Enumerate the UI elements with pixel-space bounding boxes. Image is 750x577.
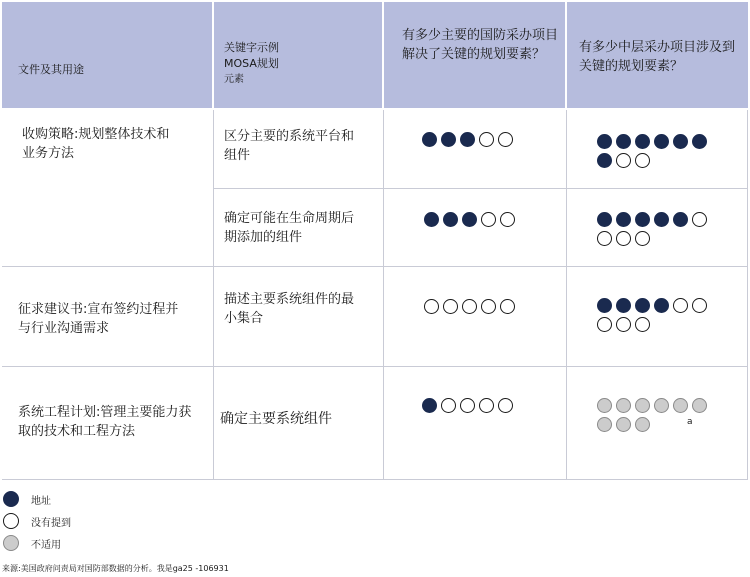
grey-circle-icon (616, 398, 631, 413)
filled-circle-icon (424, 212, 439, 227)
row3-element: 描述主要系统组件的最小集合 (224, 292, 355, 326)
row2-mdap-dots (424, 212, 534, 227)
filled-circle-icon (673, 134, 688, 149)
row2-mdap-cell (384, 189, 567, 267)
empty-circle-icon (500, 212, 515, 227)
header-document-label: 文件及其用途 (18, 63, 84, 76)
filled-circle-icon (441, 132, 456, 147)
filled-circle-icon (460, 132, 475, 147)
row3-element-cell (214, 267, 384, 367)
filled-circle-icon (654, 134, 669, 149)
empty-circle-icon (441, 398, 456, 413)
empty-circle-icon (635, 153, 650, 168)
row1-element: 区分主要的系统平台和组件 (224, 129, 355, 163)
empty-circle-icon (462, 299, 477, 314)
row4-mta-dots (597, 398, 712, 432)
header-mta-label: 有多少中层采办项目涉及到关键的规划要素？ (579, 40, 736, 74)
grey-circle-icon (635, 398, 650, 413)
empty-circle-icon (498, 398, 513, 413)
grey-circle-icon (692, 398, 707, 413)
empty-circle-icon (500, 299, 515, 314)
header-element (214, 2, 384, 108)
filled-circle-icon (443, 212, 458, 227)
row1-mdap-cell (384, 110, 567, 189)
filled-circle-icon (597, 212, 612, 227)
empty-circle-icon (692, 298, 707, 313)
legend-empty-label: 没有提到 (31, 517, 71, 529)
filled-circle-icon (635, 212, 650, 227)
legend-filled (3, 491, 51, 507)
empty-circle-icon (479, 398, 494, 413)
empty-circle-icon (498, 132, 513, 147)
empty-circle-icon (635, 317, 650, 332)
empty-circle-icon (443, 299, 458, 314)
row4-element: 确定主要系统组件 (220, 411, 332, 427)
grey-circle-icon (635, 417, 650, 432)
empty-circle-icon (616, 231, 631, 246)
empty-circle-icon (616, 317, 631, 332)
filled-circle-icon (692, 134, 707, 149)
grey-circle-icon (597, 398, 612, 413)
filled-circle-icon (654, 212, 669, 227)
row3-mta-dots (597, 298, 712, 332)
row4-document-cell (2, 367, 214, 480)
filled-circle-icon (616, 212, 631, 227)
row3-document: 征求建议书:宣布签约过程并与行业沟通需求 (18, 302, 179, 336)
empty-circle-icon (692, 212, 707, 227)
filled-circle-icon (597, 134, 612, 149)
empty-circle-icon (3, 513, 19, 529)
filled-circle-icon (654, 298, 669, 313)
grey-circle-icon (597, 417, 612, 432)
row1-element-cell (214, 110, 384, 189)
row4-mta-cell (567, 367, 748, 480)
source-note: 来源:美国政府问责局对国防部数据的分析。我是ga25 -106931 (2, 564, 229, 573)
row1-document-cell (2, 110, 214, 267)
row3-mta-cell (567, 267, 748, 367)
empty-circle-icon (597, 231, 612, 246)
row2-element-cell (214, 189, 384, 267)
grey-circle-icon (616, 417, 631, 432)
filled-circle-icon (422, 132, 437, 147)
row4-document: 系统工程计划:管理主要能力获取的技术和工程方法 (18, 405, 192, 439)
filled-circle-icon (635, 134, 650, 149)
legend-empty (3, 513, 71, 529)
row1-mdap-dots (422, 132, 532, 147)
header-mdap (384, 2, 567, 108)
filled-circle-icon (597, 298, 612, 313)
row1-mta-dots (597, 134, 712, 168)
filled-circle-icon (422, 398, 437, 413)
row2-mta-cell (567, 189, 748, 267)
row4-mdap-dots (422, 398, 532, 413)
grey-circle-icon (3, 535, 19, 551)
header-document (2, 2, 214, 108)
empty-circle-icon (460, 398, 475, 413)
row4-mta-note: a (687, 417, 693, 427)
header-mdap-label: 有多少主要的国防采办项目解决了关键的规划要素？ (402, 28, 559, 62)
header-element-line2: MOSA规划 (224, 57, 279, 70)
row2-element: 确定可能在生命周期后期添加的组件 (224, 211, 355, 245)
header-mta (567, 2, 748, 108)
filled-circle-icon (462, 212, 477, 227)
row4-mdap-cell (384, 367, 567, 480)
legend-na (3, 535, 61, 551)
header-element-line3: 元素 (224, 74, 244, 85)
empty-circle-icon (481, 299, 496, 314)
empty-circle-icon (635, 231, 650, 246)
empty-circle-icon (597, 317, 612, 332)
filled-circle-icon (3, 491, 19, 507)
row1-document: 收购策略:规划整体技术和业务方法 (22, 127, 170, 161)
filled-circle-icon (635, 298, 650, 313)
row3-mdap-cell (384, 267, 567, 367)
filled-circle-icon (673, 212, 688, 227)
row1-mta-cell (567, 110, 748, 189)
empty-circle-icon (616, 153, 631, 168)
empty-circle-icon (479, 132, 494, 147)
grey-circle-icon (654, 398, 669, 413)
empty-circle-icon (481, 212, 496, 227)
empty-circle-icon (424, 299, 439, 314)
row3-mdap-dots (424, 299, 534, 314)
legend-filled-label: 地址 (31, 495, 51, 507)
grey-circle-icon (673, 398, 688, 413)
row4-element-cell (214, 367, 384, 480)
filled-circle-icon (597, 153, 612, 168)
legend-na-label: 不适用 (31, 539, 61, 551)
row2-mta-dots (597, 212, 712, 246)
empty-circle-icon (673, 298, 688, 313)
row3-document-cell (2, 267, 214, 367)
filled-circle-icon (616, 134, 631, 149)
header-element-line1: 关键字示例 (224, 41, 279, 54)
filled-circle-icon (616, 298, 631, 313)
